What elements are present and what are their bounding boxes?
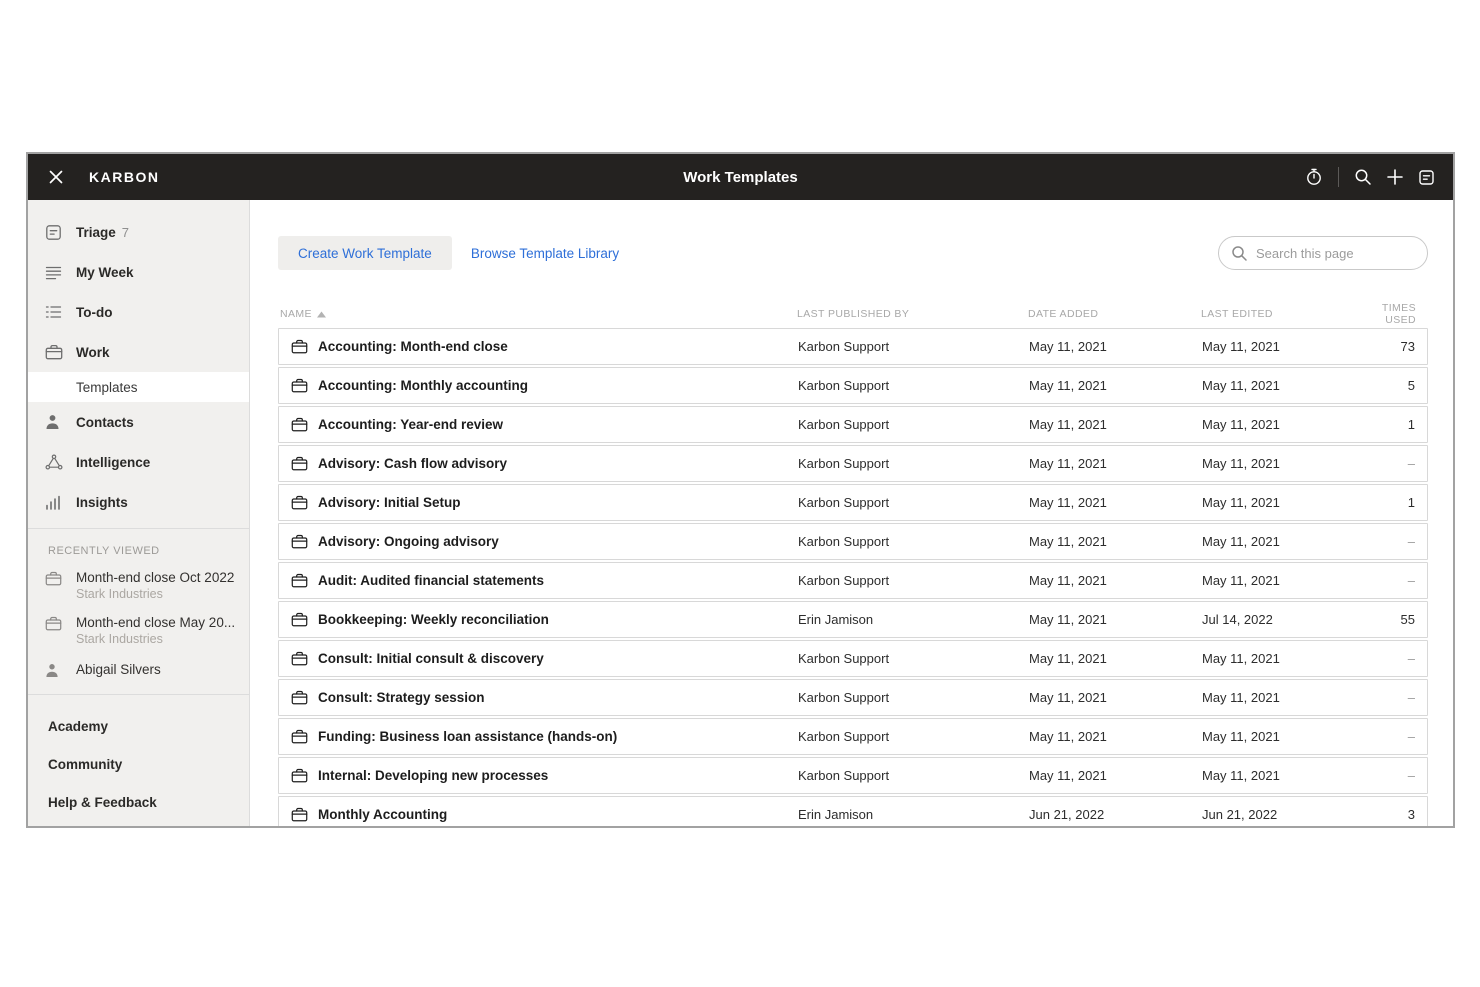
intelligence-icon (45, 454, 67, 470)
app-window (26, 152, 1455, 828)
table-row[interactable] (278, 718, 1428, 755)
date-added: May 11, 2021 (1029, 417, 1107, 432)
sidebar-item-work[interactable] (28, 332, 249, 372)
table-row[interactable] (278, 328, 1428, 365)
sidebar-divider (28, 694, 249, 695)
times-used: – (1407, 573, 1415, 588)
times-used: 5 (1407, 378, 1415, 393)
briefcase-icon (291, 378, 308, 393)
sidebar-item-label: Templates (76, 379, 138, 395)
insights-icon (45, 495, 67, 510)
sidebar-link-help-feedback[interactable]: Help & Feedback (48, 795, 157, 810)
briefcase-icon (291, 417, 308, 432)
column-header-times-used[interactable]: TIMES USED (1381, 302, 1416, 326)
last-published-by: Karbon Support (798, 534, 890, 549)
sidebar-item-to-do[interactable] (28, 292, 249, 332)
template-table (278, 328, 1428, 826)
table-row[interactable] (278, 601, 1428, 638)
person-icon (45, 663, 67, 678)
sidebar-item-label: My Week (76, 264, 134, 280)
template-name: Consult: Strategy session (318, 690, 485, 705)
browse-template-library-link[interactable]: Browse Template Library (470, 245, 620, 261)
briefcase-icon (291, 339, 308, 354)
briefcase-icon (291, 612, 308, 627)
template-name: Audit: Audited financial statements (318, 573, 545, 588)
sidebar-item-label: Contacts (76, 414, 134, 430)
search-icon[interactable] (1354, 168, 1372, 186)
table-row[interactable] (278, 445, 1428, 482)
column-header-date-added[interactable]: DATE ADDED (1028, 308, 1099, 320)
sidebar-item-badge: 7 (121, 224, 130, 240)
date-added: May 11, 2021 (1029, 651, 1107, 666)
template-name: Advisory: Cash flow advisory (318, 456, 508, 471)
last-published-by: Karbon Support (798, 690, 890, 705)
sidebar-item-triage[interactable] (28, 212, 249, 252)
last-edited: May 11, 2021 (1202, 417, 1280, 432)
page-title: Work Templates (683, 168, 798, 186)
last-edited: May 11, 2021 (1202, 768, 1280, 783)
table-row[interactable] (278, 640, 1428, 677)
search-input[interactable] (1256, 246, 1415, 261)
template-name: Accounting: Monthly accounting (318, 378, 528, 393)
times-used: 1 (1407, 417, 1415, 432)
date-added: May 11, 2021 (1029, 534, 1107, 549)
template-name: Advisory: Initial Setup (318, 495, 461, 510)
date-added: May 11, 2021 (1029, 573, 1107, 588)
last-edited: May 11, 2021 (1202, 456, 1280, 471)
close-icon[interactable] (49, 170, 63, 184)
table-row[interactable] (278, 796, 1428, 826)
plus-icon[interactable] (1387, 169, 1403, 185)
notes-icon[interactable] (1418, 169, 1435, 186)
recently-viewed-list (28, 569, 249, 678)
sidebar-item-label: Triage (76, 224, 116, 240)
recently-viewed-title: Month-end close Oct 2022 (76, 570, 235, 585)
work-icon (45, 344, 67, 360)
times-used: 55 (1400, 612, 1415, 627)
recently-viewed-item[interactable] (28, 661, 249, 678)
times-used: 3 (1407, 807, 1415, 822)
sidebar-item-contacts[interactable] (28, 402, 249, 442)
times-used: – (1407, 690, 1415, 705)
sidebar-link-community[interactable]: Community (48, 757, 123, 772)
template-name: Accounting: Month-end close (318, 339, 508, 354)
times-used: – (1407, 534, 1415, 549)
top-bar (28, 154, 1453, 200)
contacts-icon (45, 414, 67, 430)
date-added: May 11, 2021 (1029, 378, 1107, 393)
last-published-by: Karbon Support (798, 651, 890, 666)
last-edited: Jul 14, 2022 (1202, 612, 1273, 627)
last-edited: May 11, 2021 (1202, 495, 1280, 510)
briefcase-icon (291, 690, 308, 705)
sidebar-footer-links (28, 708, 249, 822)
date-added: May 11, 2021 (1029, 456, 1107, 471)
recently-viewed-title: Abigail Silvers (76, 662, 161, 677)
last-published-by: Karbon Support (798, 456, 890, 471)
column-header-name[interactable]: NAME (278, 308, 797, 320)
column-header-last-published-by[interactable]: LAST PUBLISHED BY (797, 308, 910, 320)
sidebar-link-academy[interactable]: Academy (48, 719, 109, 734)
last-edited: May 11, 2021 (1202, 651, 1280, 666)
topbar-divider (1338, 167, 1339, 187)
last-edited: May 11, 2021 (1202, 378, 1280, 393)
last-published-by: Karbon Support (798, 768, 890, 783)
last-published-by: Karbon Support (798, 573, 890, 588)
last-edited: May 11, 2021 (1202, 690, 1280, 705)
todo-icon (45, 305, 67, 319)
sidebar-item-insights[interactable] (28, 482, 249, 522)
last-edited: May 11, 2021 (1202, 729, 1280, 744)
sidebar-item-label: To-do (76, 304, 113, 320)
times-used: – (1407, 456, 1415, 471)
sort-asc-icon (317, 311, 326, 318)
last-published-by: Karbon Support (798, 417, 890, 432)
table-row[interactable] (278, 757, 1428, 794)
briefcase-icon (291, 573, 308, 588)
sidebar-divider (28, 528, 249, 529)
timer-icon[interactable] (1305, 168, 1323, 186)
recently-viewed-subtitle: Stark Industries (76, 587, 163, 601)
template-name: Funding: Business loan assistance (hands-on) (318, 729, 618, 744)
date-added: May 11, 2021 (1029, 768, 1107, 783)
template-name: Advisory: Ongoing advisory (318, 534, 499, 549)
sidebar-item-my-week[interactable] (28, 252, 249, 292)
toolbar (278, 236, 1428, 270)
table-row[interactable] (278, 523, 1428, 560)
recently-viewed-item[interactable] (28, 569, 249, 602)
last-published-by: Karbon Support (798, 378, 890, 393)
create-work-template-button[interactable]: Create Work Template (278, 236, 452, 270)
last-edited: May 11, 2021 (1202, 339, 1280, 354)
recently-viewed-title: Month-end close May 20... (76, 615, 236, 630)
briefcase-icon (45, 616, 67, 647)
recently-viewed-subtitle: Stark Industries (76, 632, 163, 646)
main-content (251, 200, 1453, 826)
briefcase-icon (291, 729, 308, 744)
last-edited: Jun 21, 2022 (1202, 807, 1278, 822)
briefcase-icon (291, 768, 308, 783)
briefcase-icon (291, 807, 308, 822)
date-added: May 11, 2021 (1029, 339, 1107, 354)
recently-viewed-heading: RECENTLY VIEWED (48, 545, 160, 557)
template-name: Monthly Accounting (318, 807, 448, 822)
briefcase-icon (291, 651, 308, 666)
table-row[interactable] (278, 367, 1428, 404)
sidebar-item-label: Intelligence (76, 454, 151, 470)
sidebar-item-label: Work (76, 344, 110, 360)
last-published-by: Erin Jamison (798, 807, 874, 822)
table-row[interactable] (278, 406, 1428, 443)
date-added: Jun 21, 2022 (1029, 807, 1105, 822)
last-published-by: Erin Jamison (798, 612, 874, 627)
column-header-last-edited[interactable]: LAST EDITED (1201, 308, 1273, 320)
times-used: 73 (1400, 339, 1415, 354)
last-published-by: Karbon Support (798, 729, 890, 744)
date-added: May 11, 2021 (1029, 495, 1107, 510)
sidebar-item-intelligence[interactable] (28, 442, 249, 482)
sidebar (28, 200, 250, 826)
times-used: 1 (1407, 495, 1415, 510)
last-published-by: Karbon Support (798, 339, 890, 354)
recently-viewed-item[interactable] (28, 614, 249, 647)
template-name: Bookkeeping: Weekly reconciliation (318, 612, 549, 627)
sidebar-item-label: Insights (76, 494, 128, 510)
times-used: – (1407, 651, 1415, 666)
times-used: – (1407, 729, 1415, 744)
date-added: May 11, 2021 (1029, 729, 1107, 744)
template-name: Internal: Developing new processes (318, 768, 549, 783)
last-edited: May 11, 2021 (1202, 573, 1280, 588)
template-name: Consult: Initial consult & discovery (318, 651, 544, 666)
template-name: Accounting: Year-end review (318, 417, 504, 432)
triage-icon (45, 224, 67, 241)
briefcase-icon (45, 571, 67, 602)
table-row[interactable] (278, 484, 1428, 521)
date-added: May 11, 2021 (1029, 612, 1107, 627)
times-used: – (1407, 768, 1415, 783)
table-row[interactable] (278, 562, 1428, 599)
briefcase-icon (291, 495, 308, 510)
search-icon (1231, 245, 1248, 262)
search-box[interactable] (1218, 236, 1428, 270)
sidebar-nav (28, 212, 249, 522)
table-row[interactable] (278, 679, 1428, 716)
karbon-logo: KARBON (89, 169, 160, 185)
sidebar-item-templates[interactable] (28, 372, 249, 402)
my-week-icon (45, 265, 67, 280)
briefcase-icon (291, 534, 308, 549)
table-header (278, 302, 1428, 326)
last-edited: May 11, 2021 (1202, 534, 1280, 549)
date-added: May 11, 2021 (1029, 690, 1107, 705)
last-published-by: Karbon Support (798, 495, 890, 510)
briefcase-icon (291, 456, 308, 471)
